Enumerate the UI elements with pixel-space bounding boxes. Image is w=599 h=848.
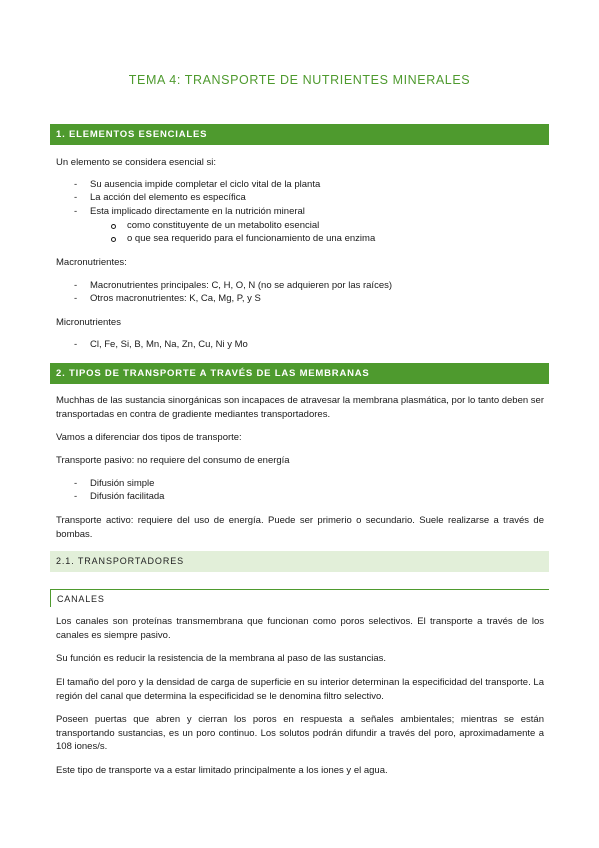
macronutrientes-label: Macronutrientes: — [56, 257, 127, 268]
paragraph: Los canales son proteínas transmembrana que funcionan como poros selectivos. El transporte a través de los canales es siempre pasivo. — [56, 616, 544, 641]
dash-bullet: - — [74, 293, 78, 304]
paragraph: El tamaño del poro y la densidad de carga de superficie en su interior determinan la especificidad del transporte. La región del canal que determina la especificidad se le denomina filtro selectivo. — [56, 677, 544, 702]
circle-bullet-icon — [111, 237, 116, 242]
dash-bullet: - — [74, 192, 78, 203]
section-heading-tipos-transporte: 2. TIPOS DE TRANSPORTE A TRAVÉS DE LAS MEMBRANAS — [50, 363, 549, 384]
dash-bullet: - — [74, 206, 78, 217]
paragraph: Muchhas de las sustancia sinorgánicas son incapaces de atravesar la membrana plasmática, por lo tanto deben ser transportadas en contra de gradiente mediantes transportadores. — [56, 395, 544, 420]
micronutrientes-label: Micronutrientes — [56, 317, 121, 328]
circle-bullet-icon — [111, 224, 116, 229]
dash-bullet: - — [74, 179, 78, 190]
paragraph: Vamos a diferenciar dos tipos de transporte: — [56, 432, 242, 443]
intro-text: Un elemento se considera esencial si: — [56, 157, 217, 168]
paragraph: Poseen puertas que abren y cierran los poros en respuesta a señales ambientales; mientras se están transportando sustancias, es un poro continuo. Los solutos podrán difundir a través del poro, aproximadamente a 108 iones/s. — [56, 714, 544, 752]
document-page: TEMA 4: TRANSPORTE DE NUTRIENTES MINERALES 1. ELEMENTOS ESENCIALES Un elemento se considera esencial si: - Su ausencia impide completar el ciclo vital de la planta - La acción del elemento es específica - Esta implicado directamente en la nutrición mineral como constituyente de un metabolito esencial o que sea requerido para el funcionamiento de una enzima Macronutrientes: - Macronutrientes principales: C, H, O, N (no se adquieren por las raíces) - Otros macronutrientes: K, Ca, Mg, P, y S Micronutrientes - Cl, Fe, Si, B, Mn, Na, Zn, Cu, Ni y Mo 2. TIPOS DE TRANSPORTE A TRAVÉS DE LAS MEMBRANAS Muchhas de las sustancia sinorgánicas son incapaces de atravesar la membrana plasmática, por lo tanto deben ser transportadas en contra de gradiente mediantes transportadores. Vamos a diferenciar dos tipos de transporte: Transporte pasivo: no requiere del consumo de energía - Difusión simple - Difusión facilitada Transporte activo: requiere del uso de energía. Puede ser primerio o secundario. Suele realizarse a través de bombas. 2.1. TRANSPORTADORES CANALES Los canales son proteínas transmembrana que funcionan como poros selectivos. El transporte a través de los canales es siempre pasivo. Su función es reducir la resistencia de la membrana al paso de las sustancias. El tamaño del poro y la densidad de carga de superficie en su interior determinan la especificidad del transporte. La región del canal que determina la especificidad se le denomina filtro selectivo. Poseen puertas que abren y cierran los poros en respuesta a señales ambientales; mientras se están transportando sustancias, es un poro continuo. Los solutos podrán difundir a través del poro, aproximadamente a 108 iones/s. Este tipo de transporte va a estar limitado principalmente a los iones y el agua. — [0, 0, 599, 848]
paragraph: Este tipo de transporte va a estar limitado principalmente a los iones y el agua. — [56, 765, 388, 776]
paragraph: Transporte activo: requiere del uso de energía. Puede ser primerio o secundario. Suele realizarse a través de bombas. — [56, 515, 544, 540]
paragraph: Su función es reducir la resistencia de la membrana al paso de las sustancias. — [56, 653, 387, 664]
subsubsection-heading-canales: CANALES — [50, 589, 549, 607]
page-title: TEMA 4: TRANSPORTE DE NUTRIENTES MINERALES — [128, 73, 471, 87]
passive-transport-label: Transporte pasivo: no requiere del consumo de energía — [56, 455, 290, 466]
dash-bullet: - — [74, 339, 78, 350]
subsection-heading-transportadores: 2.1. TRANSPORTADORES — [50, 551, 549, 572]
dash-bullet: - — [74, 478, 78, 489]
dash-bullet: - — [74, 491, 78, 502]
dash-bullet: - — [74, 280, 78, 291]
section-heading-elementos-esenciales: 1. ELEMENTOS ESENCIALES — [50, 124, 549, 145]
